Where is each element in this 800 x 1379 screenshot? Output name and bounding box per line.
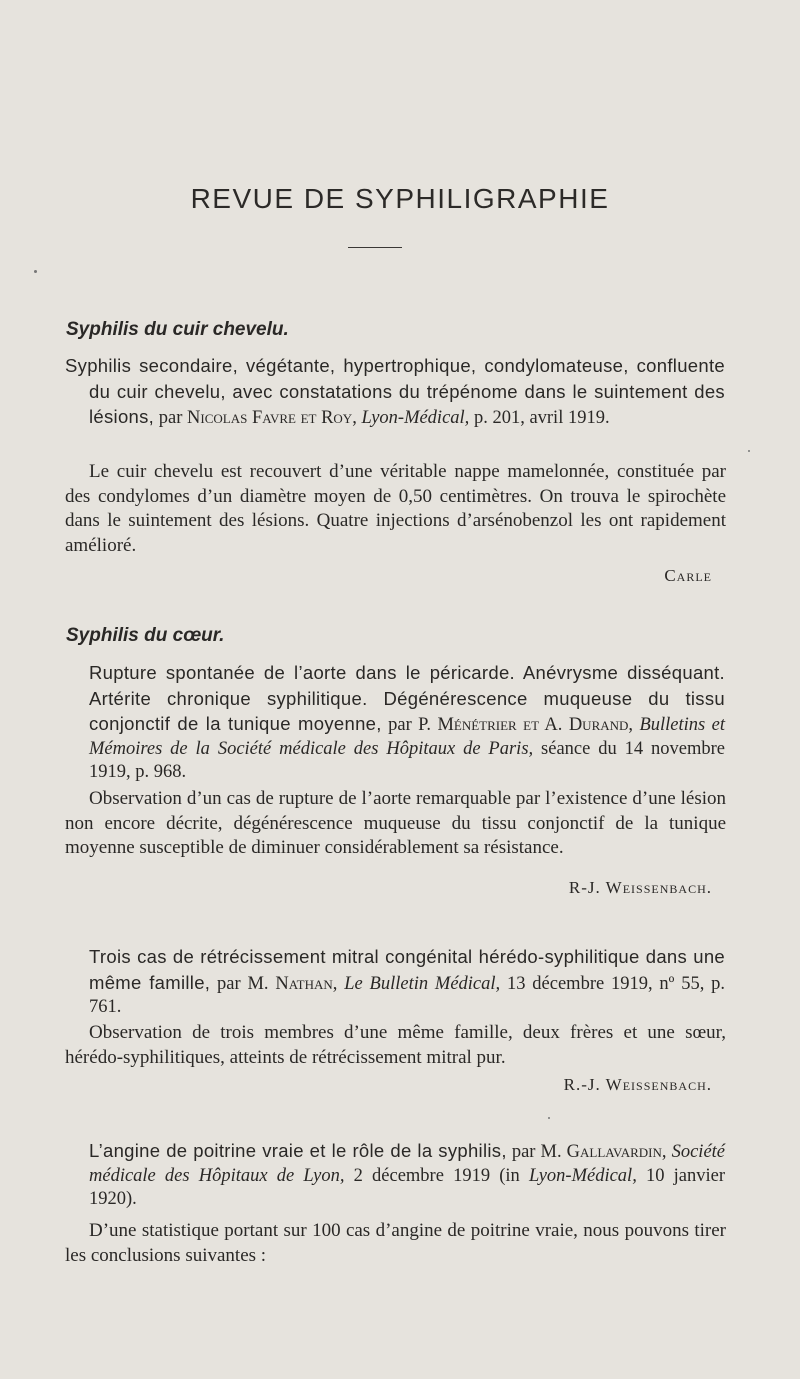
reference-journal: Société médicale des Hôpitaux de Lyon, bbox=[89, 1142, 726, 1186]
author-signature: Carle bbox=[664, 566, 712, 585]
reference-par: par bbox=[158, 408, 183, 428]
reference-title: Syphilis secondaire, végétante, hypertrophique, condylomateuse, confluente du cuir chevelu, avec constatations du trépénome dans le suintement des lésions, bbox=[65, 355, 725, 427]
page-title: REVUE DE SYPHILIGRAPHIE bbox=[190, 183, 610, 214]
reference-authors: Nicolas Favre et Roy, bbox=[187, 408, 357, 428]
reference-journal: Lyon-Médical, bbox=[361, 408, 470, 428]
reference-authors: Gallavardin, bbox=[566, 1142, 667, 1162]
reference-details: séance du 14 novembre 1919, p. 968. bbox=[89, 738, 725, 782]
reference-authors: Nathan, bbox=[275, 973, 338, 994]
paper-speck bbox=[34, 270, 37, 273]
title-rule bbox=[348, 247, 402, 248]
reference-par: par M. bbox=[217, 973, 269, 994]
paper-speck bbox=[748, 450, 750, 452]
reference bbox=[65, 1139, 725, 1212]
reference-title: L’angine de poitrine vraie et le rôle de la syphilis, bbox=[89, 1140, 507, 1161]
reference-details: p. 201, avril 1919. bbox=[473, 408, 610, 428]
author-signature: R.-J. Weissenbach. bbox=[563, 1075, 712, 1094]
reference-title: Trois cas de rétrécissement mitral congénital hérédo-syphilitique dans une même famille, bbox=[89, 946, 725, 993]
abstract-text: Observation d’un cas de rupture de l’aorte remarquable par l’existence d’une lésion non encore décrite, dégénérescence muqueuse du tissu conjonctif de la tunique moyenne susceptible de diminuer considérablement sa résistance. bbox=[65, 788, 726, 858]
reference bbox=[65, 354, 725, 431]
reference-details: 2 décembre 1919 (in bbox=[353, 1165, 520, 1186]
abstract-text: Le cuir chevelu est recouvert d’une véritable nappe mamelonnée, constituée par des condylomes d’un diamètre moyen de 0,50 centimètres. On trouva le spirochète dans le suintement des lésions. Quatre injections d’arsénobenzol les ont rapidement amélioré. bbox=[65, 461, 726, 556]
paper-speck bbox=[548, 1117, 550, 1119]
reference-authors: P. Ménétrier et A. Durand, bbox=[418, 715, 634, 735]
reference bbox=[65, 661, 725, 785]
reference-details-2: 10 janvier 1920). bbox=[89, 1165, 726, 1209]
reference bbox=[65, 945, 725, 1020]
reference-journal: Bulletins et Mémoires de la Société médicale des Hôpitaux de Paris, bbox=[89, 715, 726, 759]
reference-journal-2: Lyon-Médical, bbox=[528, 1165, 637, 1186]
author-signature: R-J. Weissenbach. bbox=[568, 878, 712, 897]
reference-journal: Le Bulletin Médical, bbox=[344, 973, 501, 994]
reference-title: Rupture spontanée de l’aorte dans le péricarde. Anévrysme disséquant. Artérite chronique syphilitique. Dégénérescence muqueuse du tissu conjonctif de la tunique moyenne, bbox=[89, 662, 725, 734]
reference-par: par M. bbox=[511, 1142, 562, 1162]
reference-par: par bbox=[388, 715, 412, 735]
abstract-text: D’une statistique portant sur 100 cas d’angine de poitrine vraie, nous pouvons tirer les conclusions suivantes : bbox=[65, 1220, 726, 1266]
reference-details: 13 décembre 1919, nº 55, p. 761. bbox=[89, 973, 726, 1017]
section-heading: Syphilis du cuir chevelu. bbox=[66, 319, 289, 340]
section-heading: Syphilis du cœur. bbox=[66, 625, 225, 646]
abstract-text: Observation de trois membres d’une même famille, deux frères et une sœur, hérédo-syphilitiques, atteints de rétrécissement mitral pur. bbox=[65, 1022, 726, 1068]
